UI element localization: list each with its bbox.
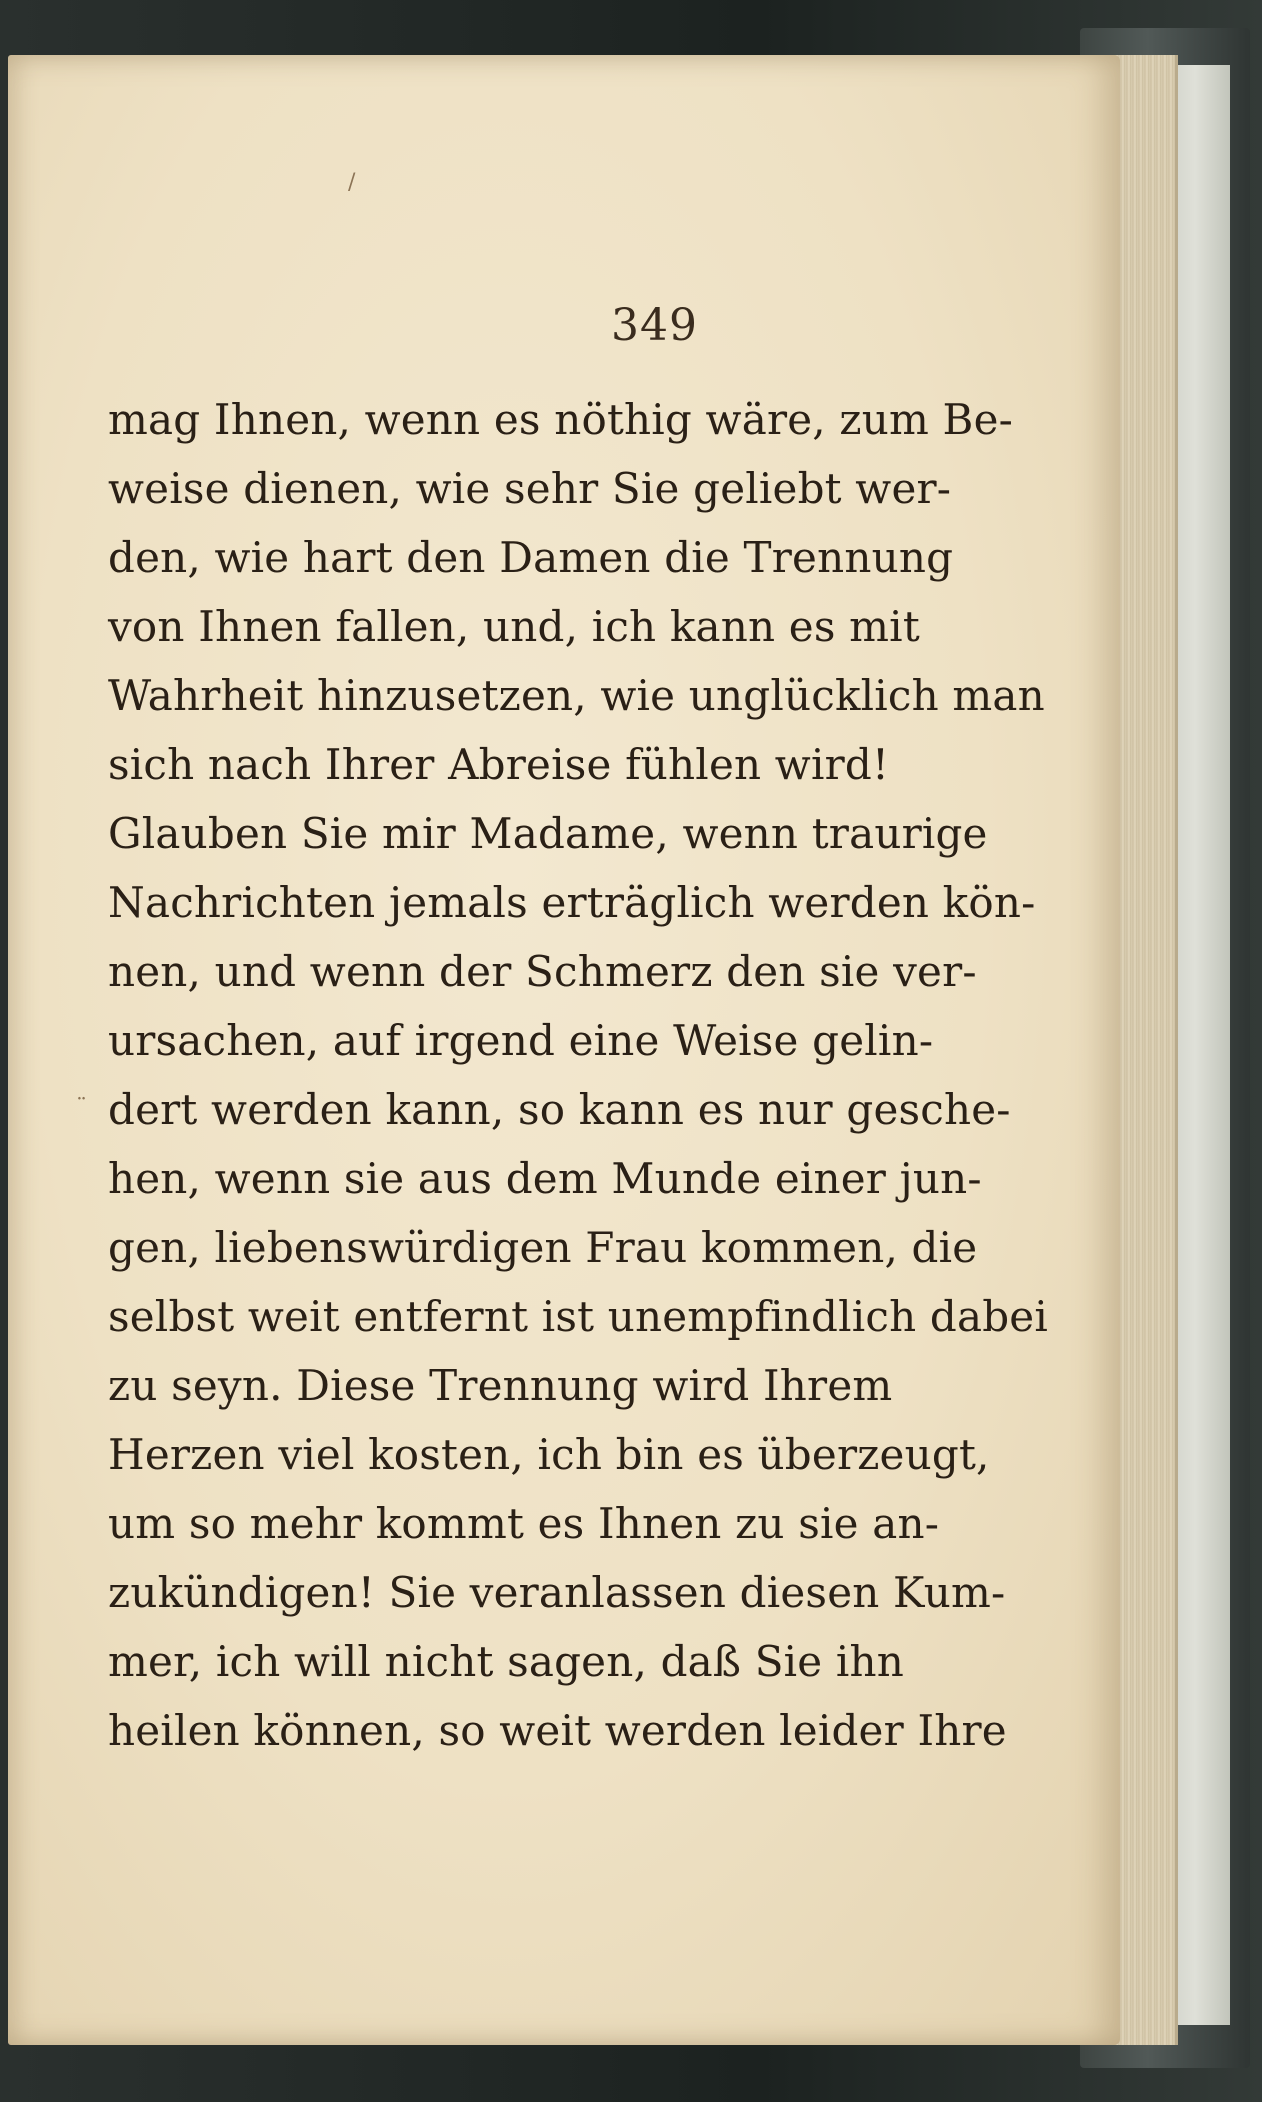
text-line: Glauben Sie mir Madame, wenn traurige <box>108 809 988 858</box>
text-line: selbst weit entfernt ist unempfindlich dabei <box>108 1292 1048 1341</box>
text-line: Herzen viel kosten, ich bin es überzeugt, <box>108 1430 990 1479</box>
text-line: zukündigen! Sie veranlassen diesen Kum- <box>108 1568 1006 1617</box>
text-line: heilen können, so weit werden leider Ihre <box>108 1706 1007 1755</box>
text-line: gen, liebenswürdigen Frau kommen, die <box>108 1223 978 1272</box>
text-line: mag Ihnen, wenn es nöthig wäre, zum Be- <box>108 395 1014 444</box>
text-line: mer, ich will nicht sagen, daß Sie ihn <box>108 1637 905 1686</box>
text-line: dert werden kann, so kann es nur gesche- <box>108 1085 1011 1134</box>
text-line: den, wie hart den Damen die Trennung <box>108 533 954 582</box>
text-line: weise dienen, wie sehr Sie geliebt wer- <box>108 464 952 513</box>
text-line: zu seyn. Diese Trennung wird Ihrem <box>108 1361 893 1410</box>
text-line: sich nach Ihrer Abreise fühlen wird! <box>108 740 890 789</box>
pencil-mark-icon: / <box>348 170 356 195</box>
page-number: 349 <box>611 300 698 351</box>
text-line: um so mehr kommt es Ihnen zu sie an- <box>108 1499 940 1548</box>
text-line: ursachen, auf irgend eine Weise gelin- <box>108 1016 934 1065</box>
text-line: Nachrichten jemals erträglich werden kön- <box>108 878 1036 927</box>
text-line: von Ihnen fallen, und, ich kann es mit <box>108 602 920 651</box>
text-line: hen, wenn sie aus dem Munde einer jun- <box>108 1154 982 1203</box>
dot-mark-icon: ¨ <box>76 1095 87 1120</box>
body-text <box>108 385 1048 1765</box>
text-line: Wahrheit hinzusetzen, wie unglücklich man <box>108 671 1045 720</box>
book-page <box>8 55 1120 2045</box>
text-line: nen, und wenn der Schmerz den sie ver- <box>108 947 977 996</box>
